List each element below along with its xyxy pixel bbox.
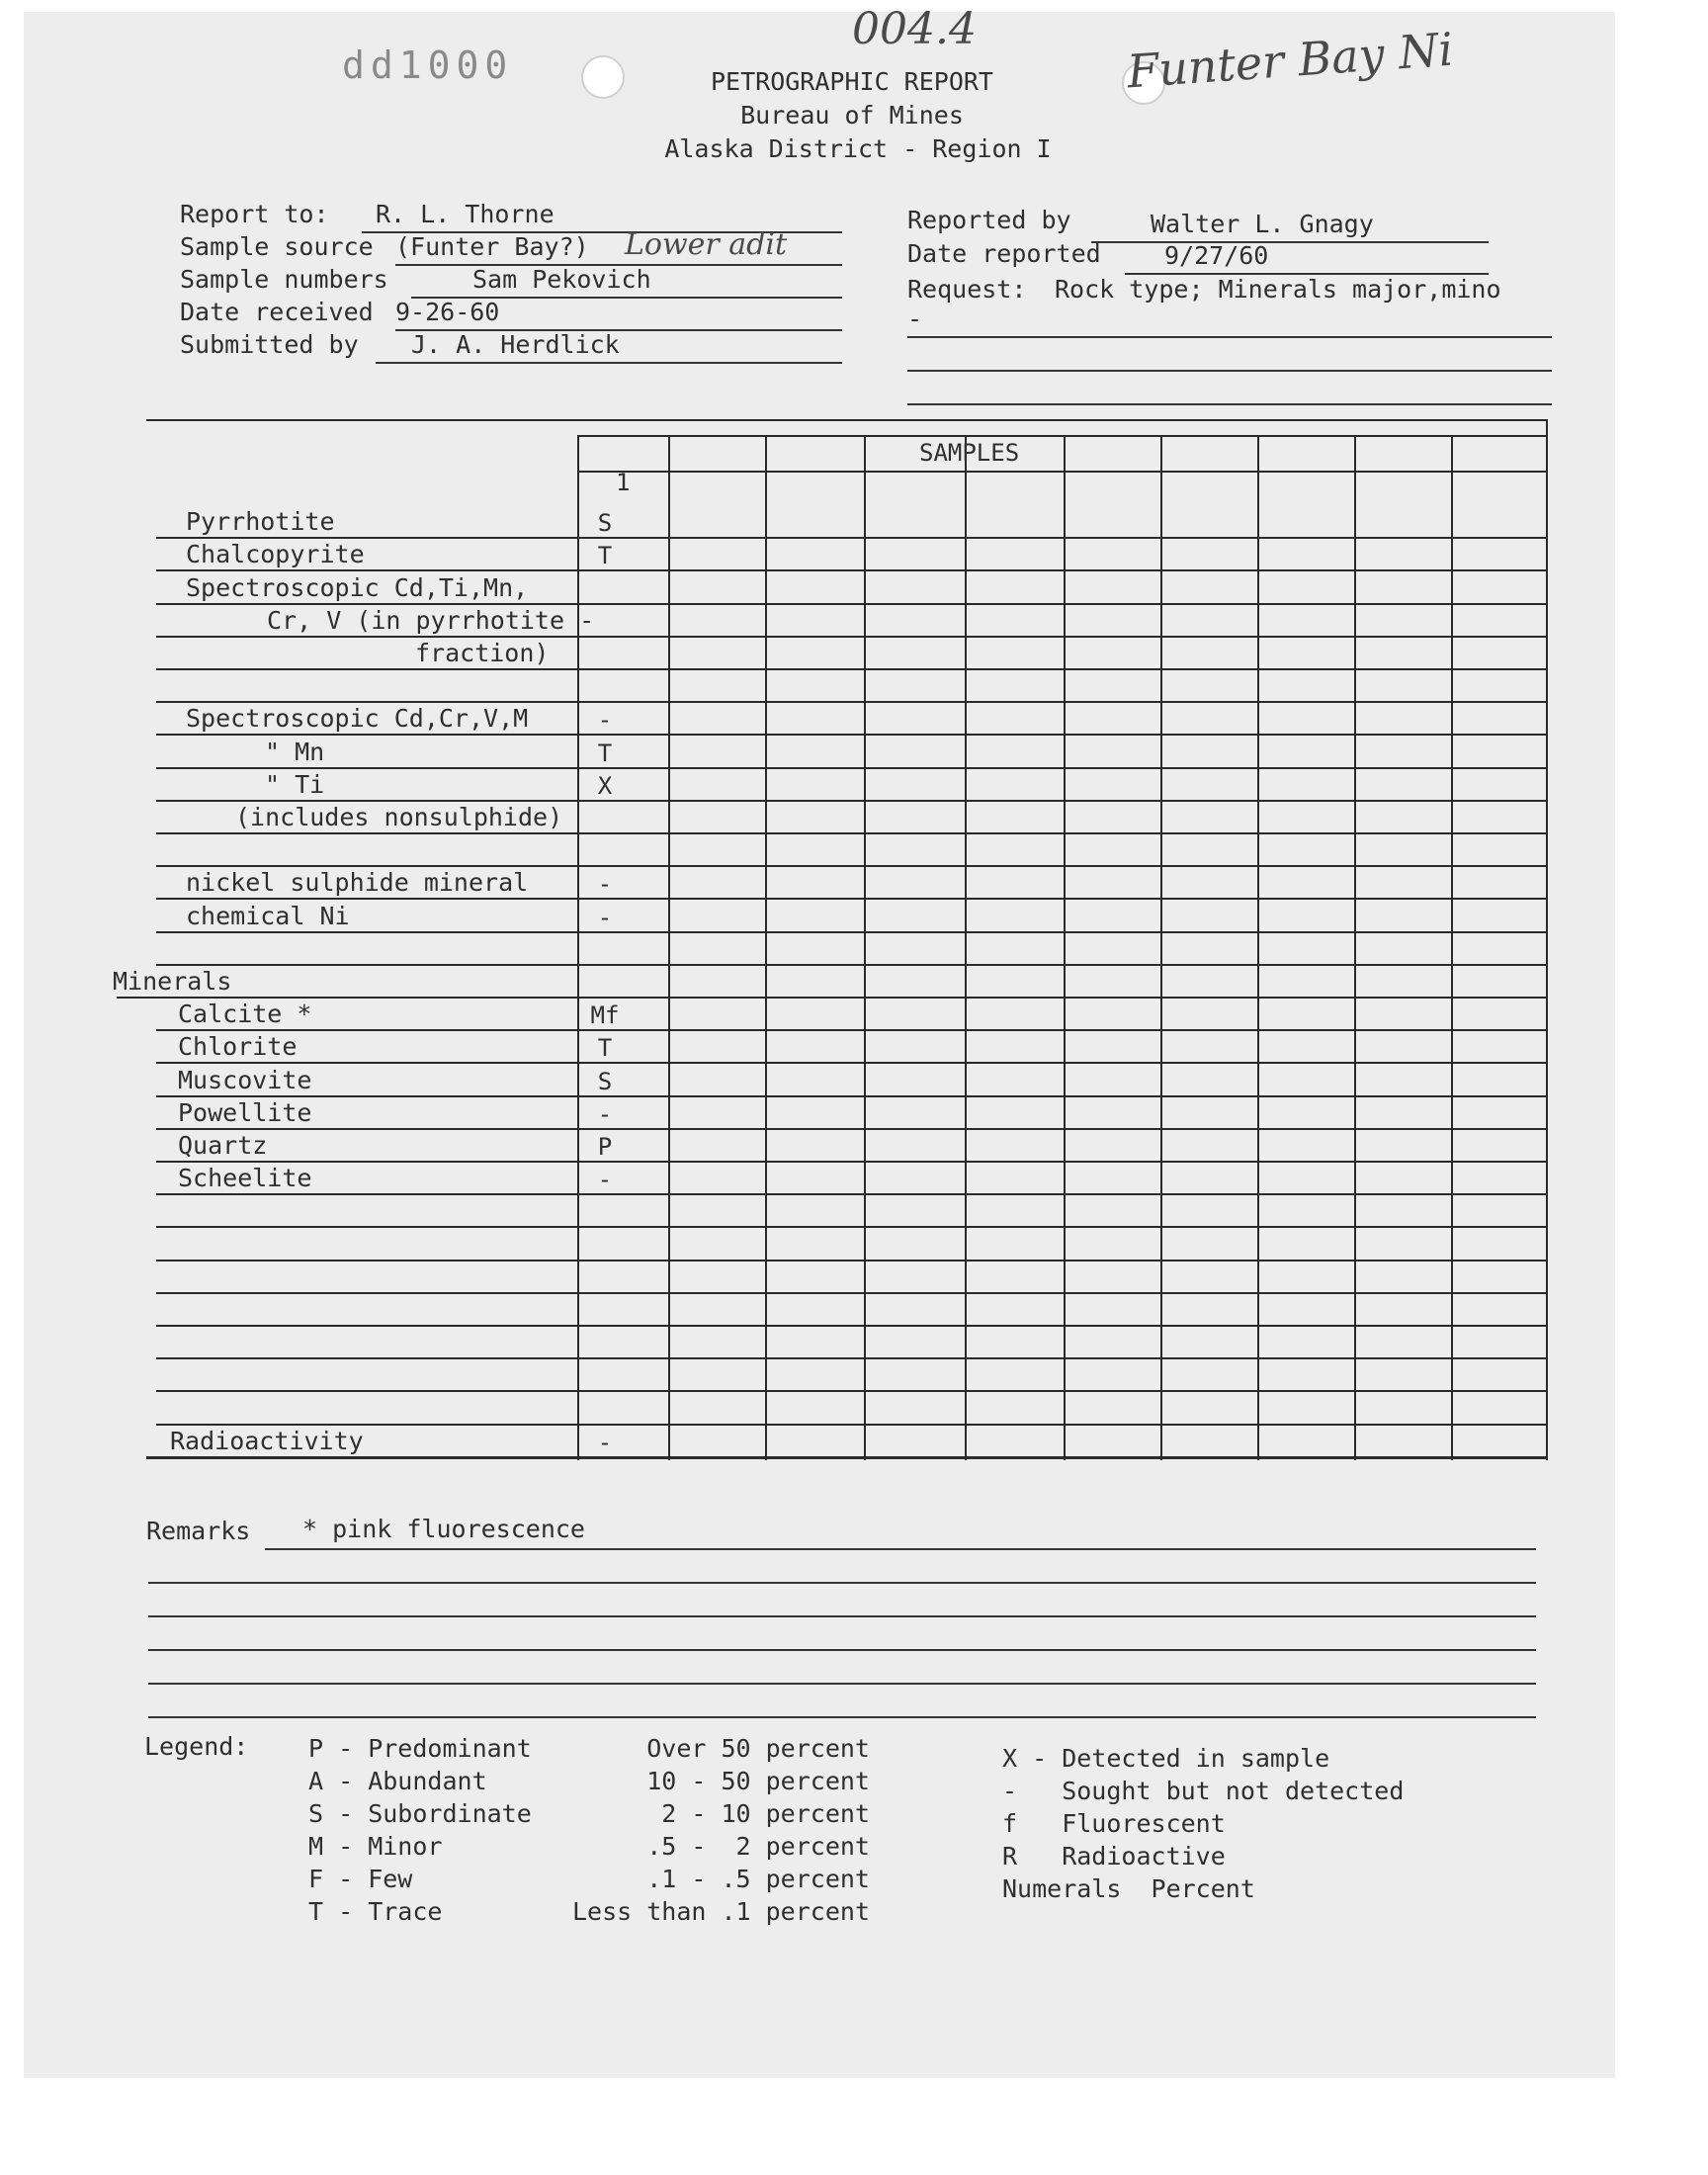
report-to-value: R. L. Thorne (376, 200, 555, 228)
table-row-line (156, 832, 1548, 834)
table-column-line (577, 435, 579, 1460)
row-label: " Ti (265, 769, 325, 799)
legend-symbol: Numerals Percent (1002, 1874, 1255, 1903)
stamp-number: dd1000 (342, 44, 514, 87)
submitted-by-value: J. A. Herdlick (411, 330, 620, 359)
table-row-line (156, 865, 1548, 867)
request-label: Request: (907, 275, 1027, 304)
row-label: Spectroscopic Cd,Ti,Mn, (186, 572, 529, 602)
legend-symbol: R Radioactive (1002, 1842, 1226, 1870)
sample-1-value: P (597, 1133, 613, 1161)
legend-symbol: f Fluorescent (1002, 1809, 1226, 1838)
row-label: Pyrrhotite (186, 507, 335, 537)
legend-range: .1 - .5 percent (646, 1865, 870, 1893)
row-label: Cr, V (in pyrrhotite - (267, 605, 595, 635)
submitted-by-label: Submitted by (180, 330, 359, 359)
handwritten-file-number: 004.4 (852, 4, 977, 54)
legend-range: Over 50 percent (646, 1734, 870, 1763)
sample-source-note: Lower adit (625, 227, 788, 262)
samples-header: SAMPLES (919, 439, 1020, 467)
table-column-line (864, 435, 866, 1460)
table-row-line (156, 636, 1548, 638)
remarks-line (148, 1683, 1536, 1685)
legend-code: P - Predominant (308, 1734, 532, 1763)
table-row-line (156, 800, 1548, 802)
sample-numbers-value: Sam Pekovich (472, 265, 651, 294)
remarks-line (148, 1615, 1536, 1617)
table-row-line (156, 1193, 1548, 1195)
table-row-line (156, 537, 1548, 539)
table-row-line (156, 1325, 1548, 1327)
table-column-line (1451, 435, 1453, 1460)
request-value: Rock type; Minerals major,mino (1055, 275, 1501, 304)
remarks-line (148, 1716, 1536, 1718)
row-label: " Mn (265, 737, 325, 766)
field-underline (907, 403, 1552, 405)
legend-range: 10 - 50 percent (646, 1767, 870, 1795)
sample-numbers-label: Sample numbers (180, 265, 388, 294)
remarks-line (265, 1548, 1536, 1550)
sample-1-value: - (597, 1428, 613, 1456)
row-label: Radioactivity (170, 1426, 364, 1455)
remarks-line (148, 1582, 1536, 1584)
row-label: Powellite (178, 1097, 312, 1127)
table-row-line (156, 1095, 1548, 1097)
row-label: Spectroscopic Cd,Cr,V,M (186, 704, 529, 734)
sample-1-value: - (597, 903, 613, 931)
table-column-line (1257, 435, 1259, 1460)
table-row-line (156, 1292, 1548, 1294)
field-underline (907, 336, 1552, 338)
row-label: nickel sulphide mineral (186, 868, 529, 898)
row-label: (includes nonsulphide) (235, 803, 563, 831)
table-row-line (156, 569, 1548, 571)
sample-1-value: S (597, 509, 613, 538)
legend-symbol: X - Detected in sample (1002, 1744, 1330, 1773)
table-row-line (156, 1062, 1548, 1064)
row-label: Scheelite (178, 1164, 312, 1193)
table-row-line (156, 964, 1548, 966)
sample-1-value: - (597, 1099, 613, 1128)
request-continuation: - (907, 304, 923, 333)
row-label: Minerals (113, 967, 232, 996)
date-received-label: Date received (180, 298, 374, 326)
legend-code: A - Abundant (308, 1767, 487, 1795)
table-column-line (765, 435, 767, 1460)
sample-source-value: (Funter Bay?) (395, 232, 589, 261)
table-top-border (146, 419, 1548, 421)
table-row-line (156, 767, 1548, 769)
table-right-border (1546, 419, 1548, 1460)
table-row-line (156, 603, 1548, 605)
row-label: Chalcopyrite (186, 540, 365, 569)
sample-1-value: S (597, 1067, 613, 1095)
table-bottom-border (146, 1456, 1548, 1459)
legend-symbol: - Sought but not detected (1002, 1777, 1405, 1805)
table-row-line (156, 1424, 1548, 1426)
table-row-line (156, 1260, 1548, 1262)
row-label: fraction) (415, 639, 550, 667)
remarks-line (148, 1649, 1536, 1651)
table-row-line (156, 898, 1548, 900)
row-label: Calcite * (178, 1000, 312, 1029)
report-to-label: Report to: (180, 200, 329, 228)
table-column-line (1064, 435, 1066, 1460)
sample-number-1: 1 (616, 469, 631, 496)
legend-label: Legend: (144, 1732, 249, 1761)
row-label: chemical Ni (186, 901, 350, 930)
handwritten-title: Funter Bay Ni (1125, 22, 1455, 99)
sample-1-value: - (597, 870, 613, 899)
legend-code: T - Trace (308, 1897, 443, 1926)
bureau-name: Bureau of Mines (740, 101, 964, 130)
reported-by-label: Reported by (907, 206, 1071, 234)
table-row-line (156, 701, 1548, 703)
sample-1-value: X (597, 771, 613, 800)
table-column-line (1160, 435, 1162, 1460)
table-row-line (156, 668, 1548, 670)
table-column-line (1354, 435, 1356, 1460)
legend-range: Less than .1 percent (571, 1897, 870, 1926)
row-label: Quartz (178, 1131, 268, 1160)
samples-header-line (577, 435, 1548, 437)
legend-code: F - Few (308, 1865, 413, 1893)
table-row-line (156, 1357, 1548, 1359)
field-underline (907, 370, 1552, 372)
date-reported-value: 9/27/60 (1164, 241, 1269, 270)
reported-by-value: Walter L. Gnagy (1151, 210, 1374, 238)
table-row-line (156, 1128, 1548, 1130)
table-row-line (156, 931, 1548, 933)
remarks-value: * pink fluorescence (302, 1515, 585, 1543)
sample-1-value: T (597, 542, 613, 570)
legend-range: 2 - 10 percent (646, 1799, 870, 1828)
sample-1-value: - (597, 706, 613, 735)
field-underline (1091, 241, 1489, 243)
legend-code: S - Subordinate (308, 1799, 532, 1828)
table-row-line (156, 1226, 1548, 1228)
district-name: Alaska District - Region I (664, 134, 1052, 163)
sample-1-value: T (597, 739, 613, 767)
table-row-line (156, 1390, 1548, 1392)
table-column-line (668, 435, 670, 1460)
table-row-line (156, 734, 1548, 736)
sample-numbers-line (577, 471, 1548, 473)
table-column-line (965, 435, 967, 1460)
sample-1-value: - (597, 1166, 613, 1194)
legend-code: M - Minor (308, 1832, 443, 1861)
table-row-line (117, 997, 1548, 999)
sample-1-value: Mf (590, 1001, 620, 1030)
sample-source-label: Sample source (180, 232, 374, 261)
field-underline (376, 362, 842, 364)
table-row-line (156, 1029, 1548, 1031)
date-reported-label: Date reported (907, 239, 1101, 268)
row-label: Muscovite (178, 1065, 312, 1094)
row-label: Chlorite (178, 1032, 298, 1062)
legend-range: .5 - 2 percent (646, 1832, 870, 1861)
date-received-value: 9-26-60 (395, 298, 500, 326)
table-row-line (156, 1161, 1548, 1163)
report-title: PETROGRAPHIC REPORT (711, 67, 993, 96)
sample-1-value: T (597, 1034, 613, 1063)
remarks-label: Remarks (146, 1517, 251, 1545)
